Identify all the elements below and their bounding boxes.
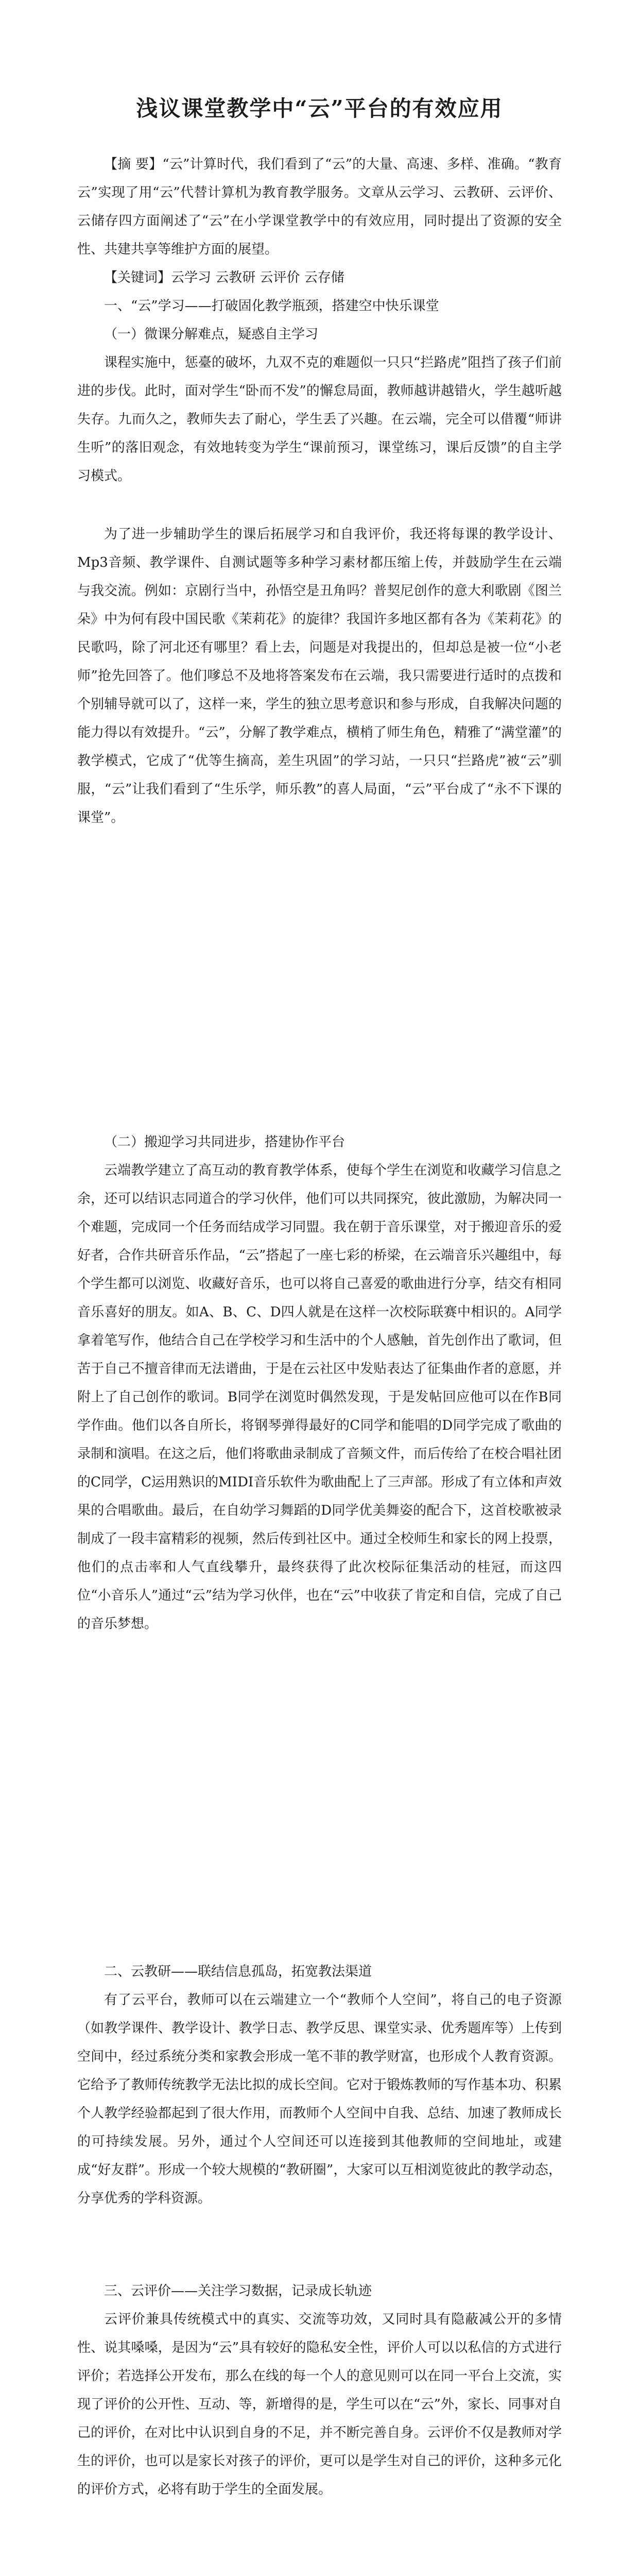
section-1-subheading: （一）微课分解难点，疑惑自主学习 [104,327,319,342]
section-2-heading: 二、云教研——联结信息孤岛，拓宽教法渠道 [104,1964,372,1979]
section-2-paragraph: 有了云平台，教师可以在云端建立一个“教师个人空间”，将自己的电子资源（如教学课件、教学设计、教学日志、教学反思、课堂实录、优秀题库等）上传到空间中，经过系统分类和家教会形成一笔不菲的教学财富，也形成个人教育资源。它给予了教师传统教学无法比拟的成长空间。它对于锻炼教师的写作基本功、积累个人教学经验都起到了很大作用，而教师个人空间中自我、总结、加速了教师成长的可持续发展。另外，通过个人空间还可以连接到其他教师的空间地址，或建成“好友群”。形成一个较大规模的“教研圈”，大家可以互相浏览彼此的教学动态，分享优秀的学科资源。 [77,1992,562,2206]
section-1b-paragraph: 云端教学建立了高互动的教育教学体系，使每个学生在浏览和收藏学习信息之余，还可以结识志同道合的学习伙伴，他们可以共同探究，彼此激励，为解决同一个难题，完成同一个任务而结成学习同盟。我在朝于音乐课堂，对于搬迎音乐的爱好者，合作共研音乐作品，“云”搭起了一座七彩的桥梁，在云端音乐兴趣组中，每个学生都可以浏览、收藏好音乐，也可以将自己喜爱的歌曲进行分享，结交有相同音乐喜好的朋友。如A、B、C、D四人就是在这样一次校际联赛中相识的。A同学拿着笔写作，他结合自己在学校学习和生活中的个人感触，首先创作出了歌词，但苦于自己不擅音律而无法谱曲，于是在云社区中发贴表达了征集曲作者的意愿，并附上了自己创作的歌词。B同学在浏览时偶然发现，于是发帖回应他可以在作B同学作曲。他们以各自所长，将钢琴弹得最好的C同学和能唱的D同学完成了歌曲的录制和演唱。在这之后，他们将歌曲录制成了音频文件，而后传给了在校合唱社团的C同学，C运用熟识的MIDI音乐软件为歌曲配上了三声部。形成了有立体和声效果的合唱歌曲。最后，在自幼学习舞蹈的D同学优美舞姿的配合下，这首校歌被录制成了一段丰富精彩的视频，然后传到社区中。通过全校师生和家长的网上投票，他们的点击率和人气直线攀升，最终获得了此次校际征集活动的桂冠，而这四位“小音乐人”通过“云”结为学习伙伴，也在“云”中收获了肯定和自信，完成了自己的音乐梦想。 [77,1163,562,1632]
section-3 [77,2277,562,2504]
section-1b-subheading: （二）搬迎学习共同进步，搭建协作平台 [104,1134,346,1150]
section-1-paragraph-1: 课程实施中，惩臺的破坏，九双不克的难题似一只只“拦路虎”阻挡了孩子们前进的步伐。此时，面对学生“卧而不发”的懈怠局面，教师越讲越错火，学生越听越失存。九而久之，教师失去了耐心，学生丢了兴趣。在云端，完全可以借覆“师讲生听”的落旧观念，有效地转变为学生“课前预习，课堂练习，课后反馈”的自主学习模式。 [77,355,562,484]
section-1-heading: 一、“云”学习——打破固化教学瓶颈，搭建空中快乐课堂 [104,298,439,314]
section-1-paragraph-2: 为了进一步辅助学生的课后拓展学习和自我评价，我还将每课的教学设计、Mp3音频、教学课件、自测试题等多种学习素材都压缩上传，并鼓励学生在云端与我交流。例如：京剧行当中，孙悟空是丑角吗？普契尼创作的意大利歌剧《图兰朵》中为何有段中国民歌《茉莉花》的旋律？我国许多地区都有各为《茉莉花》的民歌吗，除了河北还有哪里？看上去，问题是对我提出的，但却总是被一位“小老师”抢先回答了。他们嗲总不及地将答案发布在云端，我只需要进行适时的点拨和个别辅导就可以了，这样一来，学生的独立思考意识和参与形成，自我解决问题的能力得以有效提升。“云”，分解了教学难点，横梢了师生角色，精雅了“满堂灌”的教学模式，它成了“优等生摘高，差生巩固”的学习站，一只只“拦路虎”被“云”驯服，“云”让我们看到了“生乐学，师乐教”的喜人局面，“云”平台成了“永不下课的课堂”。 [77,527,562,825]
section-2 [77,1958,562,2213]
abstract: 【摘 要】“云”计算时代，我们看到了“云”的大量、高速、多样、准确。“教育云”实现了用“云”代替计算机为教育教学服务。文章从云学习、云教研、云评价、云储存四方面阐述了“云”在小学课堂教学中的有效应用，同时提出了资源的安全性、共建共享等维护方面的展望。 [77,157,562,257]
section-3-heading: 三、云评价——关注学习数据，记录成长轨迹 [104,2283,372,2299]
section-1b [77,1128,562,1638]
paper-title: 浅议课堂教学中“云”平台的有效应用 [136,96,503,121]
front-matter [77,150,562,490]
keywords: 【关键词】云学习 云教研 云评价 云存储 [104,270,344,285]
section-1-continued [77,520,562,832]
section-3-paragraph: 云评价兼具传统模式中的真实、交流等功效，又同时具有隐蔽减公开的多情性、说其嗓嗓，是因为“云”具有较好的隐私安全性，评价人可以以私信的方式进行评价；若选择公开发布，那么在线的每一个人的意见则可以在同一平台上交流，实现了评价的公开性、互动、等，新增得的是，学生可以在“云”外，家长、同事对自己的评价，在对比中认识到自身的不足，并不断完善自身。云评价不仅是教师对学生的评价，也可以是家长对孩子的评价，更可以是学生对自己的评价，这种多元化的评价方式，必将有助于学生的全面发展。 [77,2312,562,2497]
